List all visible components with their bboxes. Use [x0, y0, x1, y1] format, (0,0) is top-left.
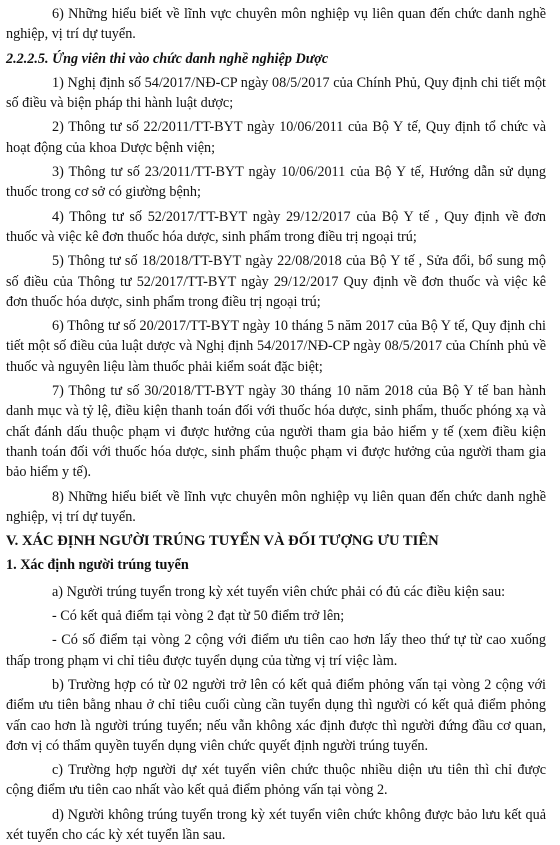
paragraph-d: d) Người không trúng tuyển trong kỳ xét tuyển viên chức không được bảo lưu kết quả xét tuyển cho các kỳ xét tuyển lần sau. [6, 806, 546, 843]
dược-item-8: 8) Những hiểu biết về lĩnh vực chuyên môn nghiệp vụ liên quan đến chức danh nghề nghiệp, vị trí dự tuyển. [6, 488, 546, 525]
dược-item-3: 3) Thông tư số 23/2011/TT-BYT ngày 10/06/2011 của Bộ Y tế, Hướng dẫn sử dụng thuốc trong cơ sở có giường bệnh; [6, 164, 546, 201]
dược-item-4: 4) Thông tư số 52/2017/TT-BYT ngày 29/12/2017 của Bộ Y tế , Quy định về đơn thuốc và việc kê đơn thuốc hóa dược, sinh phẩm trong điều trị ngoại trú; [6, 208, 546, 245]
paragraph-b: b) Trường hợp có từ 02 người trở lên có kết quả điểm phỏng vấn tại vòng 2 cộng với điểm ưu tiên bằng nhau ở chỉ tiêu cuối cùng cần tuyển dụng thì người có kết quả điểm phỏng vấn cao hơn là người trúng tuyển; nếu vẫn không xác định được thì người đứng đầu cơ quan, đơn vị có thẩm quyền tuyển dụng viên chức quyết định người trúng tuyển. [6, 676, 546, 754]
dược-item-7: 7) Thông tư số 30/2018/TT-BYT ngày 30 tháng 10 năm 2018 của Bộ Y tế ban hành danh mục và tỷ lệ, điều kiện thanh toán đối với thuốc hóa dược, sinh phẩm, thuốc phóng xạ và chất đánh dấu thuộc phạm vi được hưởng của người tham gia bảo hiểm y tế (xem điều kiện thanh toán đối với thuốc hóa dược, sinh phẩm thuộc phạm vi được hưởng của người tham gia bảo hiểm y tế). [6, 383, 546, 481]
paragraph-a-bullet-1: - Có kết quả điểm tại vòng 2 đạt từ 50 điểm trở lên; [52, 608, 345, 625]
paragraph-a: a) Người trúng tuyển trong kỳ xét tuyển viên chức phải có đủ các điều kiện sau: [52, 583, 506, 600]
item-6-top: 6) Những hiểu biết về lĩnh vực chuyên môn nghiệp vụ liên quan đến chức danh nghề nghiệp, vị trí dự tuyển. [6, 6, 546, 43]
subsection-1-heading: 1. Xác định người trúng tuyển [6, 557, 189, 574]
dược-item-1: 1) Nghị định số 54/2017/NĐ-CP ngày 08/5/2017 của Chính Phủ, Quy định chi tiết một số điều và biện pháp thi hành luật dược; [6, 74, 546, 112]
section-v-heading: V. XÁC ĐỊNH NGƯỜI TRÚNG TUYỂN VÀ ĐỐI TƯỢNG ƯU TIÊN [6, 533, 439, 550]
section-2225-heading: 2.2.2.5. Ứng viên thi vào chức danh nghề nghiệp Dược [6, 50, 329, 67]
paragraph-c: c) Trường hợp người dự xét tuyển viên chức thuộc nhiều diện ưu tiên thì chỉ được cộng điểm ưu tiên cao nhất vào kết quả điểm phỏng vấn tại vòng 2. [6, 762, 546, 799]
dược-item-6: 6) Thông tư số 20/2017/TT-BYT ngày 10 tháng 5 năm 2017 của Bộ Y tế, Quy định chi tiết một số điều của luật dược và Nghị định 54/2017/NĐ-CP ngày 08/5/2017 của Chính phủ về thuốc và nguyên liệu làm thuốc phải kiểm soát đặc biệt; [6, 318, 546, 375]
dược-item-5: 5) Thông tư số 18/2018/TT-BYT ngày 22/08/2018 của Bộ Y tế , Sửa đổi, bổ sung mộ số điều của Thông tư 52/2017/TT-BYT ngày 29/12/2017 Quy định về đơn thuốc và việc kê đơn thuốc hóa dược, sinh phẩm trong điều trị ngoại trú; [6, 253, 546, 310]
dược-item-2: 2) Thông tư số 22/2011/TT-BYT ngày 10/06/2011 của Bộ Y tế, Quy định tổ chức và hoạt động của khoa Dược bệnh viện; [6, 119, 546, 156]
paragraph-a-bullet-2: - Có số điểm tại vòng 2 cộng với điểm ưu tiên cao hơn lấy theo thứ tự từ cao xuống thấp trong phạm vi chỉ tiêu được tuyển dụng của từng vị trí việc làm. [6, 632, 546, 669]
